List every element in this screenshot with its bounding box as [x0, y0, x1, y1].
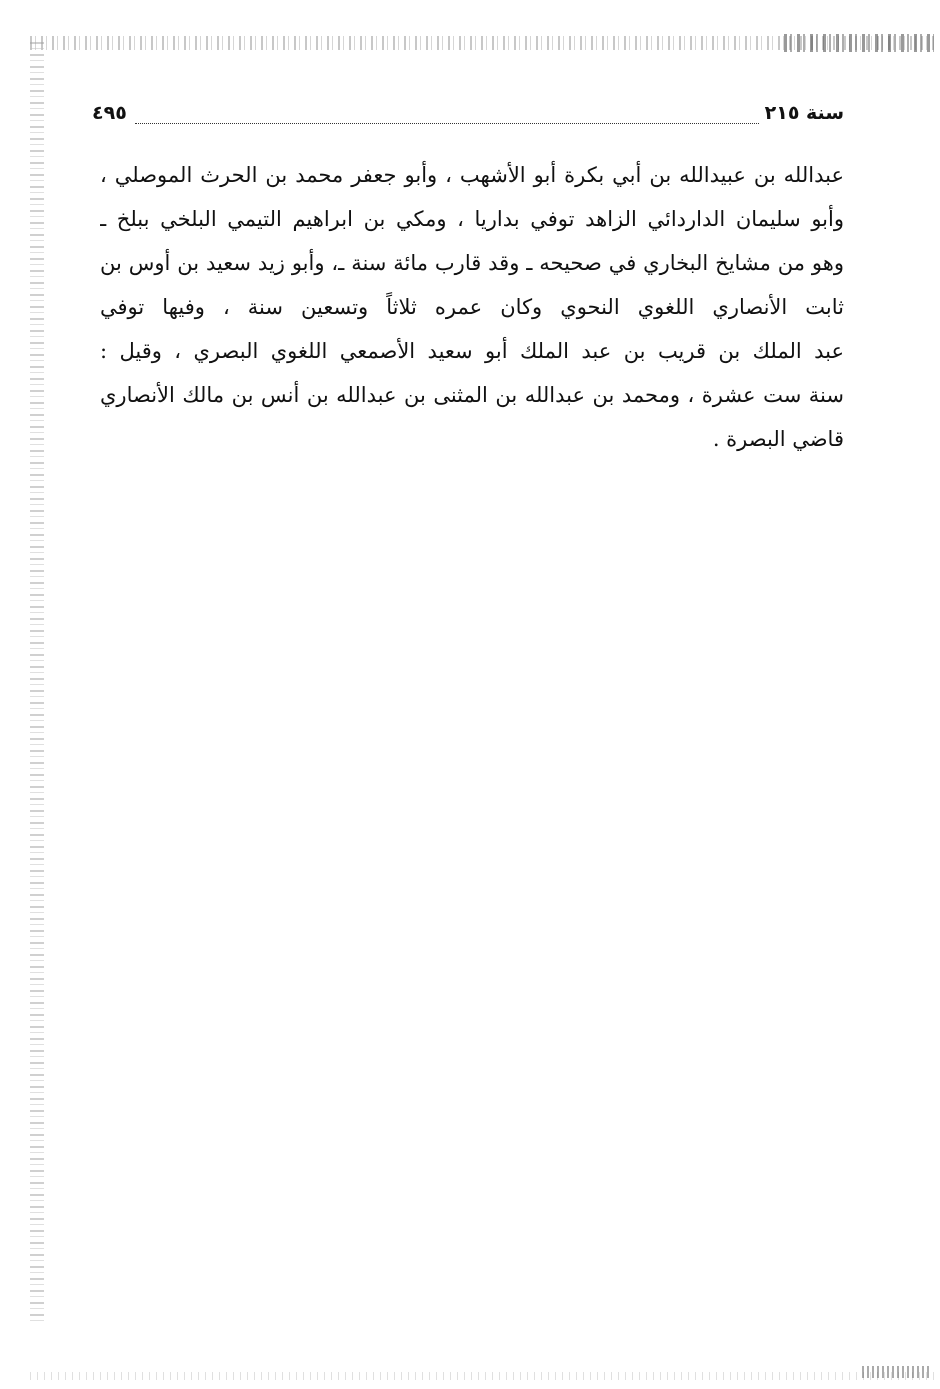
text-line: وأبو سليمان الداردائي الزاهد توفي بداريا ، ومكي بن ابراهيم التيمي البلخي ببلخ ـ — [100, 207, 844, 231]
running-header — [92, 96, 844, 130]
page-number: ٤٩٥ — [92, 102, 127, 124]
text-line: عبدالله بن عبيدالله بن أبي بكرة أبو الأشهب ، وأبو جعفر محمد بن الحرث الموصلي ، — [100, 163, 844, 187]
ornamental-border-bottom-corner — [862, 1366, 932, 1378]
ornamental-border-bottom — [30, 1372, 935, 1380]
body-text — [100, 153, 844, 461]
text-line: عبد الملك بن قريب بن عبد الملك أبو سعيد الأصمعي اللغوي البصري ، وقيل : — [100, 339, 844, 363]
header-year-title: سنة ٢١٥ — [764, 102, 844, 124]
text-line: وهو من مشايخ البخاري في صحيحه ـ وقد قارب مائة سنة ـ، وأبو زيد سعيد بن أوس بن — [100, 251, 844, 275]
text-line: قاضي البصرة . — [712, 427, 844, 451]
header-dotted-leader — [135, 111, 759, 124]
text-line: سنة ست عشرة ، ومحمد بن عبدالله بن المثنى بن عبدالله بن أنس بن مالك الأنصاري — [100, 383, 844, 407]
ornamental-border-corner — [784, 34, 934, 52]
text-line: ثابت الأنصاري اللغوي النحوي وكان عمره ثلاثاً وتسعين سنة ، وفيها توفي — [100, 295, 844, 319]
ornamental-border-left — [30, 42, 44, 1322]
